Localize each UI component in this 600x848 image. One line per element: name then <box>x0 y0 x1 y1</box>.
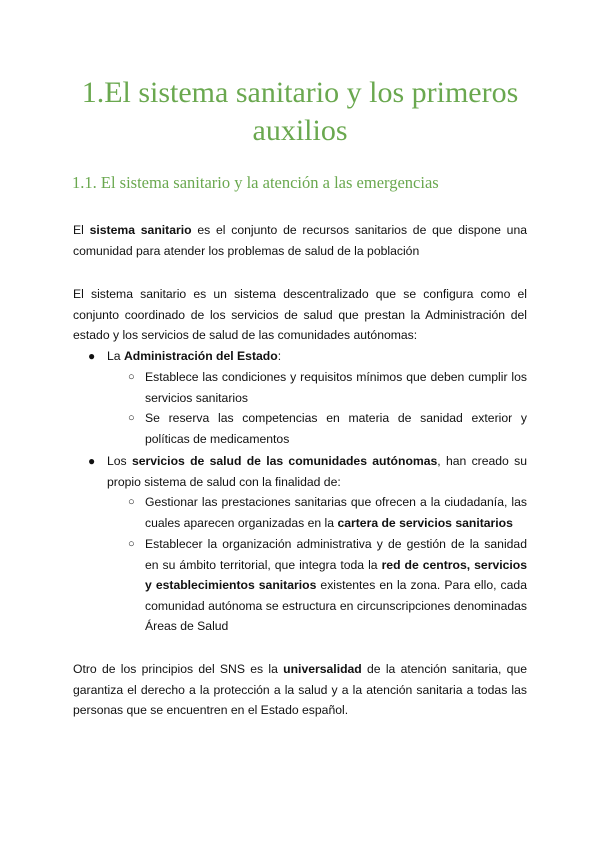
list-item-servicios-salud <box>107 451 527 492</box>
bullet2-bold-term: servicios de salud de las comunidades autónomas <box>131 454 438 468</box>
paragraph-definition <box>73 220 527 261</box>
bullet1-text-pre: La <box>107 349 124 363</box>
paragraph-decentralized: El sistema sanitario es un sistema descentralizado que se configura como el conjunto coordinado de los servicios de salud que prestan la Administración del estado y los servicios de salud de las comunidades autónomas: <box>73 287 527 343</box>
sublist-item-competencias: Se reserva las competencias en materia de sanidad exterior y políticas de medicamentos <box>145 411 527 446</box>
page-title: 1.El sistema sanitario y los primeros auxilios <box>81 76 519 147</box>
paragraph-universalidad <box>73 659 527 721</box>
sublist-item-organizacion <box>145 534 527 637</box>
bullet2-text-post: , han creado su propio sistema de salud con la finalidad de: <box>107 454 527 489</box>
bullet-circle-icon: ○ <box>128 538 135 550</box>
para3-text-pre: Otro de los principios del SNS es la <box>73 662 284 676</box>
bullet-circle-icon: ○ <box>128 496 135 508</box>
sub1-text-pre: Gestionar las prestaciones sanitarias que ofrecen a la ciudadanía, las cuales aparecen organizadas en la <box>145 495 527 530</box>
para3-bold-term: universalidad <box>283 662 362 676</box>
bullet-circle-icon: ○ <box>128 412 135 424</box>
bullet-disc-icon: ● <box>88 454 96 468</box>
sub2-text-pre: Establecer la organización administrativa y de gestión de la sanidad en su ámbito territorial, que integra toda la <box>145 537 527 572</box>
sublist-item-condiciones: Establece las condiciones y requisitos mínimos que deben cumplir los servicios sanitarios <box>145 370 527 405</box>
section-subtitle: 1.1. El sistema sanitario y la atención a las emergencias <box>72 173 439 192</box>
bullet2-text-pre: Los <box>107 454 132 468</box>
para1-bold-term: sistema sanitario <box>89 223 192 237</box>
sub1-bold-term: cartera de servicios sanitarios <box>337 515 513 530</box>
bullet-circle-icon: ○ <box>128 371 135 383</box>
bullet1-text-post: : <box>277 349 282 363</box>
sub2-text-post: existentes en la zona. Para ello, cada comunidad autónoma se estructura en circunscripciones denominadas Áreas de Salud <box>145 578 527 634</box>
bullet1-bold-term: Administración del Estado <box>123 349 278 363</box>
sub2-bold-term: red de centros, servicios y establecimientos sanitarios <box>145 557 527 593</box>
list-item-administracion <box>107 346 527 367</box>
para1-text-post: es el conjunto de recursos sanitarios de que dispone una comunidad para atender los problemas de salud de la población <box>73 223 528 258</box>
sublist-item-gestionar <box>145 492 527 533</box>
bullet-disc-icon: ● <box>88 349 96 363</box>
para3-text-post: de la atención sanitaria, que garantiza el derecho a la protección a la salud y a la atención sanitaria a todas las personas que se encuentren en el Estado español. <box>73 662 528 718</box>
para1-text-pre: El <box>73 223 90 237</box>
